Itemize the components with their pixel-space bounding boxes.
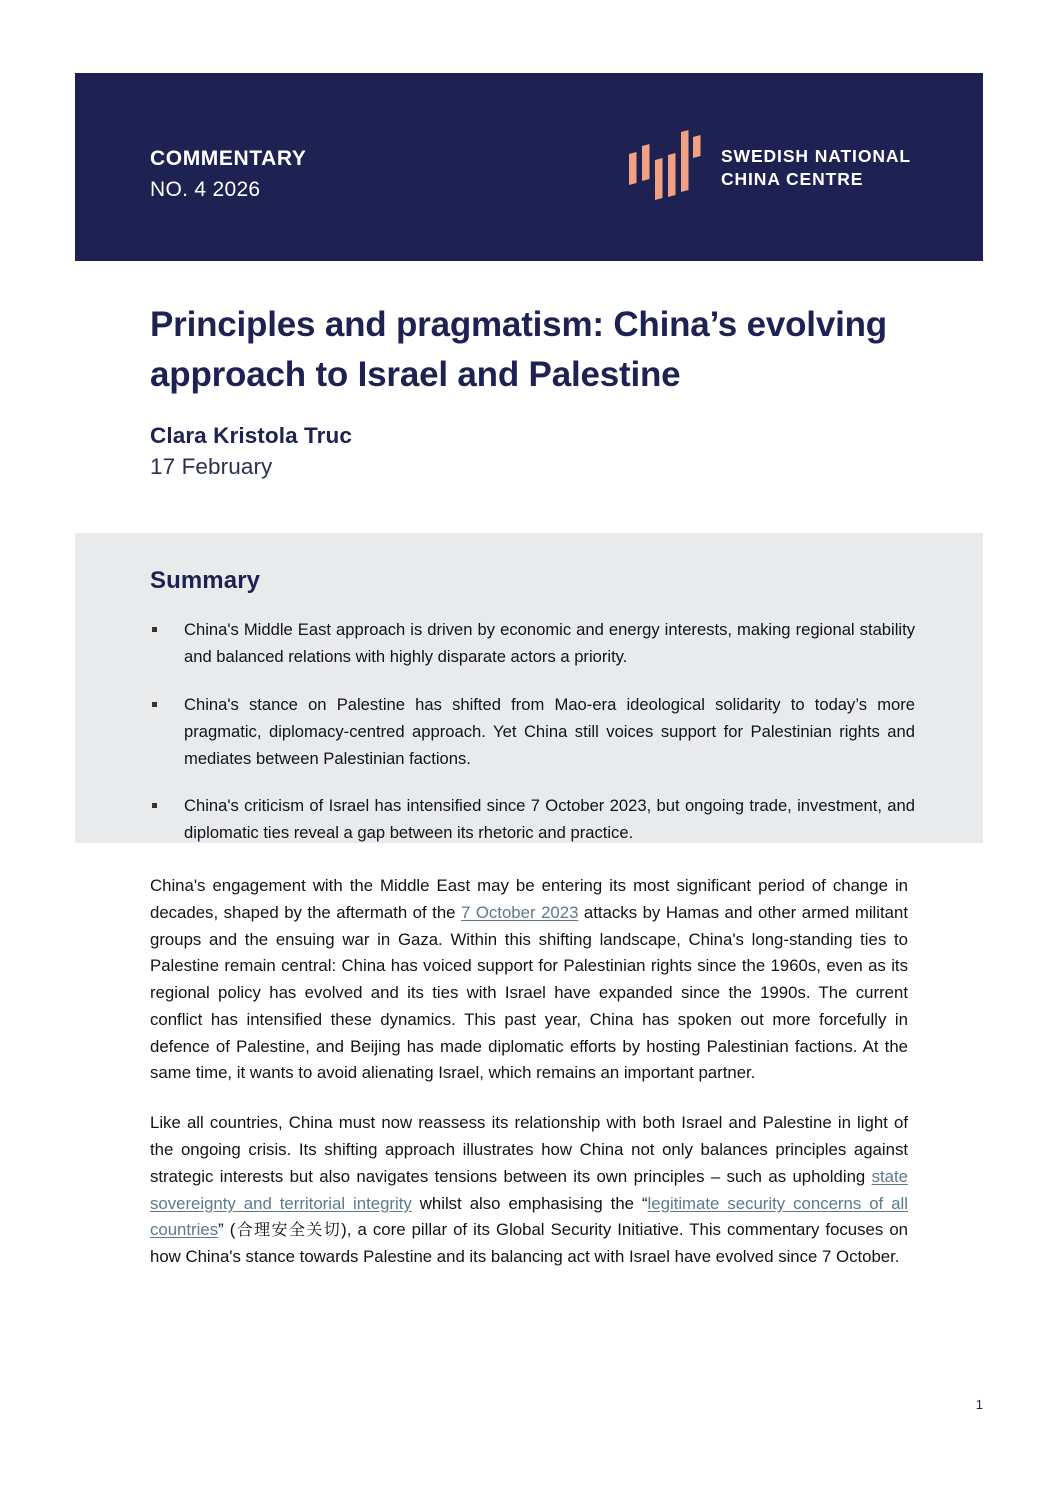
header-kicker-group <box>150 145 307 204</box>
logo-line-1: SWEDISH NATIONAL <box>720 145 911 166</box>
summary-bullet-item <box>150 692 915 773</box>
paragraph-2-text-part-3: ” ( <box>218 1220 236 1240</box>
link-legitimate-security-concerns[interactable]: legitimate security concerns of all countries <box>150 1193 908 1240</box>
logo-wordmark <box>721 145 911 191</box>
page-title: Principles and pragmatism: China’s evolving approach to Israel and Palestine <box>150 305 887 394</box>
body-paragraph-1 <box>150 873 908 1087</box>
square-bullet-icon <box>152 702 157 707</box>
organisation-logo <box>629 126 911 210</box>
summary-bullet-text: China's stance on Palestine has shifted from Mao-era ideological solidarity to today’s more pragmatic, diplomacy-centred approach. Yet China still voices support for Palestinian rights and mediates between Palestinian factions. <box>184 694 915 768</box>
paragraph-2-text-part-1: Like all countries, China must now reassess its relationship with both Israel and Palestine in light of the ongoing crisis. Its shifting approach illustrates how China not only balances principles against strategic interests but also navigates tensions between its own principles – such as upholding <box>150 1113 908 1186</box>
paragraph-2-text-part-4: ), a core pillar of its Global Security Initiative. This commentary focuses on how China's stance towards Palestine and its balancing act with Israel have evolved since 7 October. <box>150 1220 908 1267</box>
issue-number: NO. 4 2026 <box>150 178 261 202</box>
summary-bullet-item <box>150 793 915 847</box>
body-paragraph-2 <box>150 1110 908 1271</box>
summary-bullet-text: China's Middle East approach is driven by economic and energy interests, making regional stability and balanced relations with highly disparate actors a priority. <box>184 620 915 666</box>
summary-bullet-text: China's criticism of Israel has intensified since 7 October 2023, but ongoing trade, investment, and diplomatic ties reveal a gap between its rhetoric and practice. <box>184 796 915 843</box>
body-content <box>150 873 908 1271</box>
summary-bullet-item <box>150 617 915 671</box>
summary-heading: Summary <box>150 567 261 594</box>
square-bullet-icon <box>152 627 157 632</box>
chinese-term-heli-anquan-guanqie: 合理安全关切 <box>235 1220 342 1240</box>
header-banner <box>75 73 983 261</box>
link-7-october-2023[interactable]: 7 October 2023 <box>461 902 579 922</box>
page-number: 1 <box>975 1397 983 1412</box>
title-block <box>150 300 940 480</box>
equalizer-bars-logo-icon <box>629 126 703 210</box>
paragraph-1-text-part-1: China's engagement with the Middle East may be entering its most significant period of change in decades, shaped by the aftermath of the <box>150 876 908 922</box>
summary-panel <box>75 533 983 843</box>
commentary-kicker: COMMENTARY <box>150 147 307 170</box>
paragraph-1-text-part-2: attacks by Hamas and other armed militant groups and the ensuing war in Gaza. Within this shifting landscape, China's long-standing ties to Palestine remain central: China has voiced support for Palestinian rights since the 1960s, even as its regional policy has evolved and its ties with Israel have expanded since the 1990s. The current conflict has intensified these dynamics. This past year, China has spoken out more forcefully in defence of Palestine, and Beijing has made diplomatic efforts by hosting Palestinian factions. At the same time, it wants to avoid alienating Israel, which remains an important partner. <box>150 902 908 1083</box>
square-bullet-icon <box>152 803 157 808</box>
publication-date: 17 February <box>150 454 273 480</box>
paragraph-2-text-part-2: whilst also emphasising the “ <box>411 1193 648 1213</box>
summary-bullet-list <box>150 617 915 847</box>
link-state-sovereignty[interactable]: state sovereignty and territorial integrity <box>150 1166 908 1213</box>
author-name: Clara Kristola Truc <box>150 423 352 449</box>
logo-line-2: CHINA CENTRE <box>720 169 864 189</box>
